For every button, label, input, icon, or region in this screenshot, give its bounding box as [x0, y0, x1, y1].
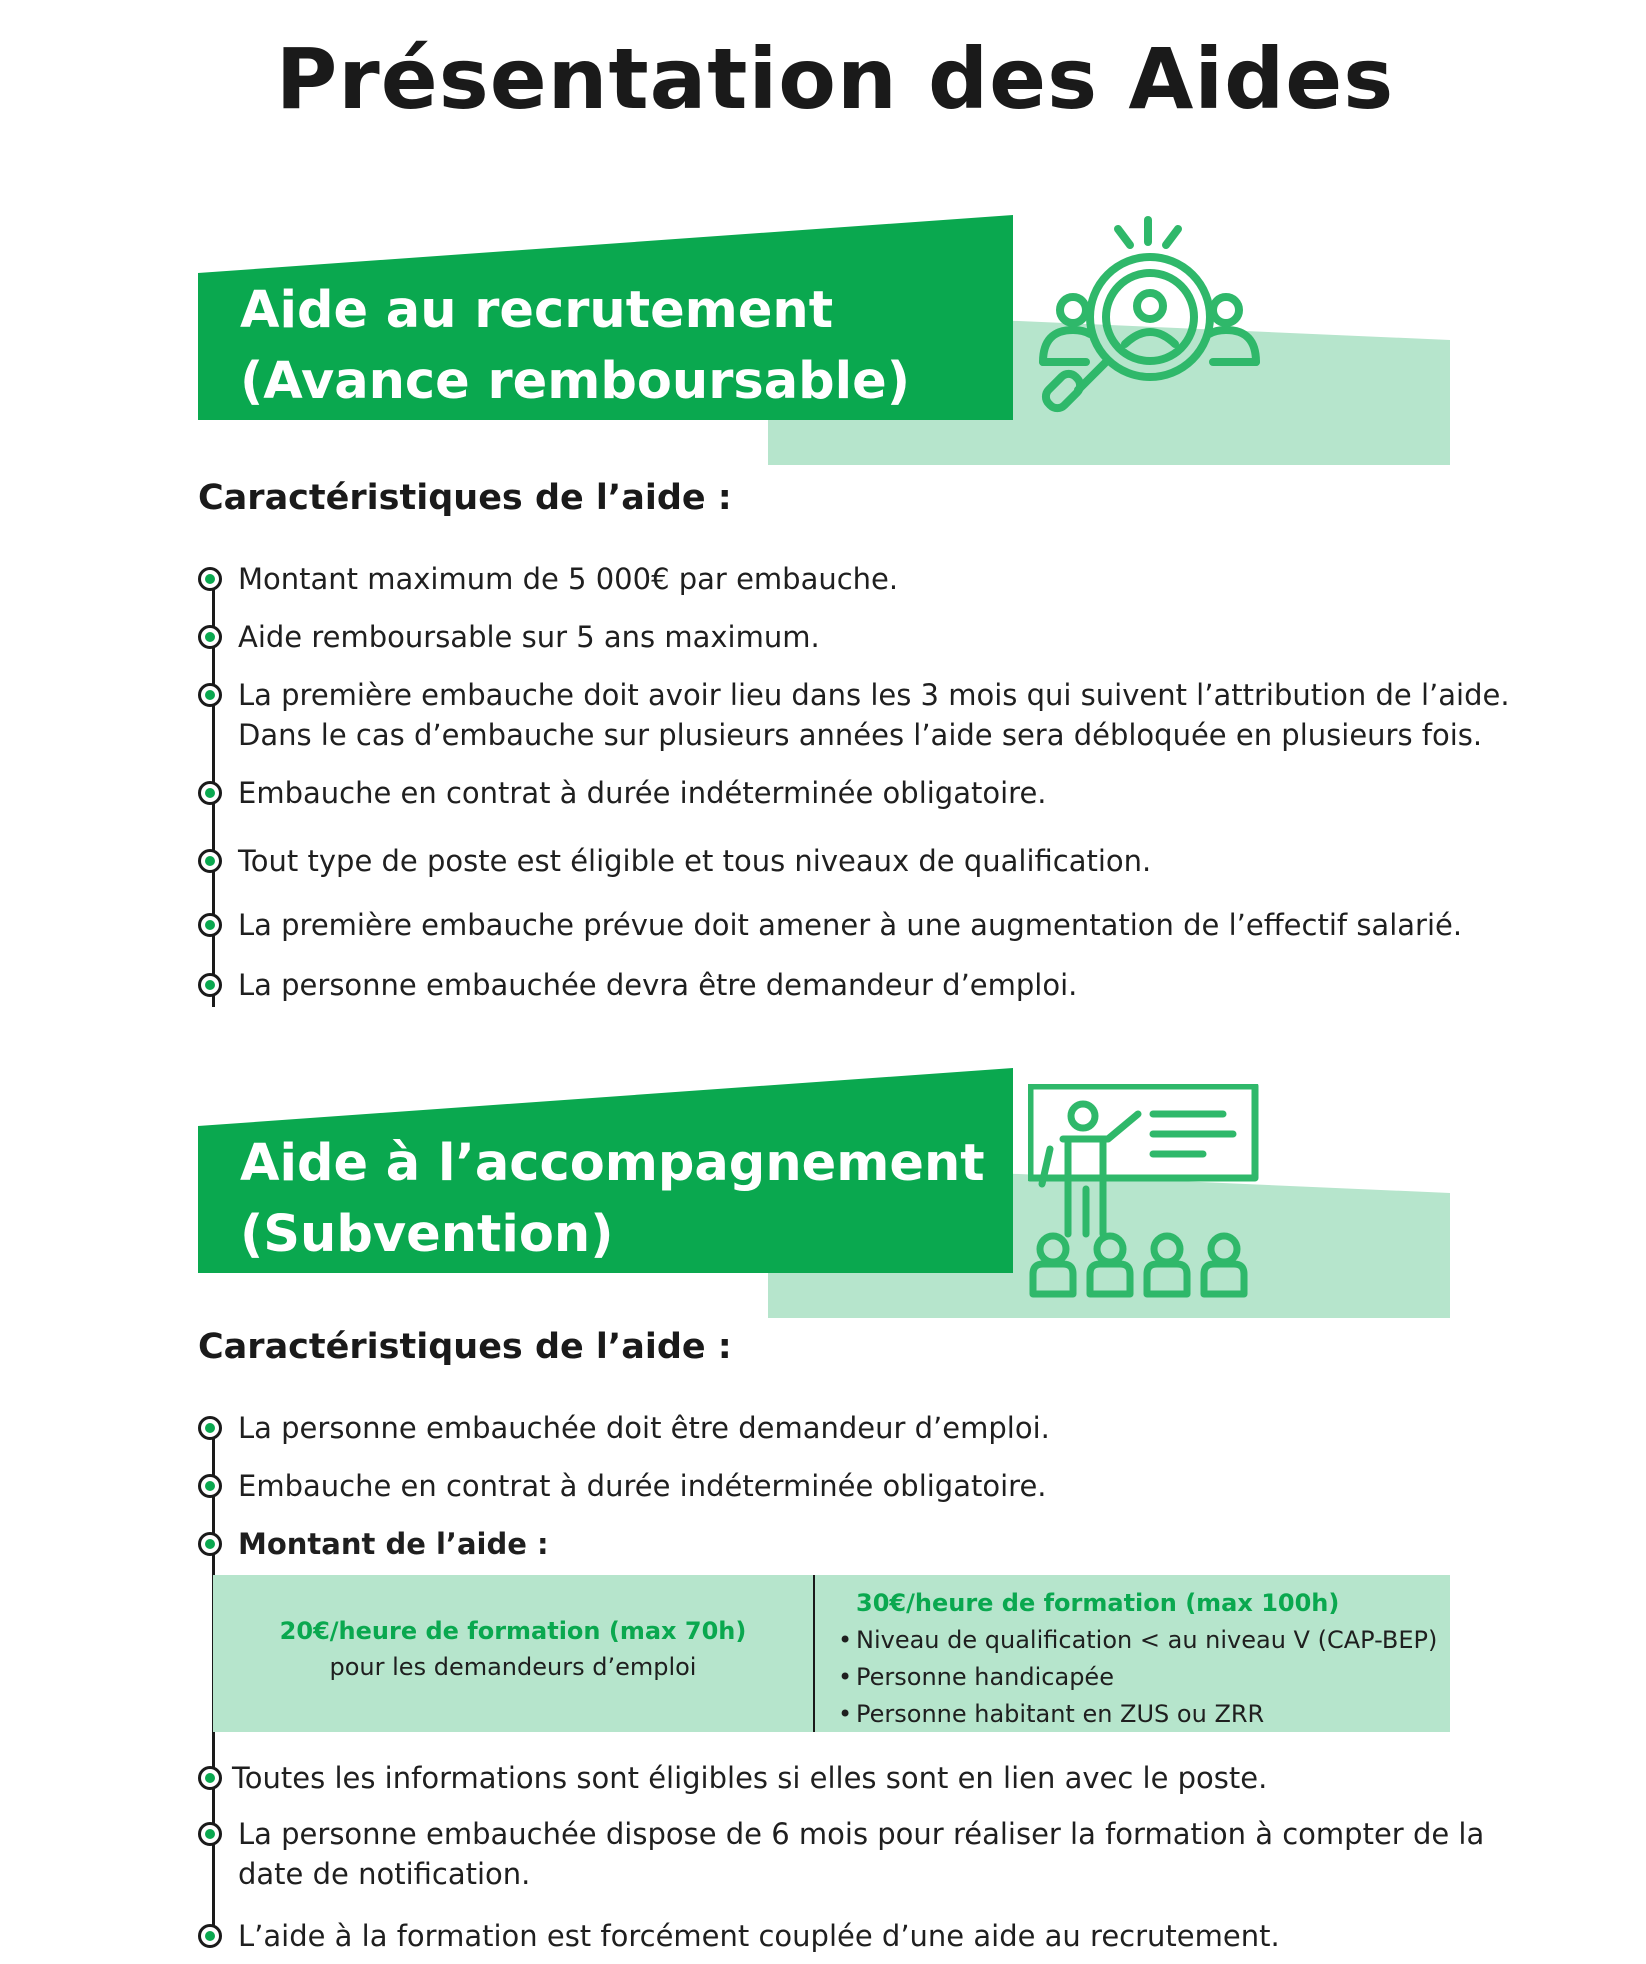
- bullet-text: L’aide à la formation est forcément couplée d’une aide au recrutement.: [238, 1919, 1280, 1953]
- bullet-text: Aide remboursable sur 5 ans maximum.: [238, 620, 820, 654]
- amount-right-highlight: 30€/heure de formation (max 100h): [856, 1589, 1340, 1617]
- amount-criteria-list: [838, 1622, 1437, 1733]
- section2-banner-title-line2: (Subvention): [240, 1205, 614, 1264]
- bullet-text: Montant de l’aide :: [238, 1527, 549, 1561]
- section2-banner: [198, 1068, 1450, 1318]
- list-item: • Niveau de qualification < au niveau V (CAP-BEP): [838, 1622, 1437, 1659]
- bullet-text: Montant maximum de 5 000€ par embauche.: [238, 562, 899, 596]
- amount-left-highlight: 20€/heure de formation (max 70h): [279, 1617, 747, 1645]
- section2-banner-title-line1: Aide à l’accompagnement: [240, 1134, 985, 1193]
- bullet-dot-icon: [198, 913, 222, 937]
- bullet-dot-icon: [198, 1822, 222, 1846]
- bullet-text: Dans le cas d’embauche sur plusieurs années l’aide sera débloquée en plusieurs fois.: [238, 718, 1483, 752]
- list-item: • Personne handicapée: [838, 1659, 1437, 1696]
- section1-banner: [198, 215, 1450, 465]
- section1-banner-title: [240, 275, 910, 417]
- section1-heading: Caractéristiques de l’aide :: [198, 478, 732, 518]
- bullet-dot-icon: [198, 1416, 222, 1440]
- bullet-text: La première embauche prévue doit amener à une augmentation de l’effectif salarié.: [238, 908, 1463, 942]
- amount-divider: [813, 1575, 815, 1732]
- bullet-text: Embauche en contrat à durée indéterminée obligatoire.: [238, 1469, 1047, 1503]
- section1-banner-title-line2: (Avance remboursable): [240, 352, 911, 411]
- section1-banner-title-line1: Aide au recrutement: [240, 281, 834, 340]
- amount-left-cell: [213, 1613, 813, 1685]
- presentation-training-icon: [1028, 1084, 1268, 1314]
- bullet-dot-icon: [198, 1924, 222, 1948]
- magnifier-people-icon: [1028, 212, 1268, 457]
- bullet-dot-icon: [198, 849, 222, 873]
- bullet-text: La personne embauchée devra être demandeur d’emploi.: [238, 968, 1078, 1002]
- bullet-text: Embauche en contrat à durée indéterminée obligatoire.: [238, 776, 1047, 810]
- bullet-dot-icon: [198, 1474, 222, 1498]
- amount-left-text: pour les demandeurs d’emploi: [329, 1653, 697, 1681]
- bullet-dot-icon: [198, 1532, 222, 1556]
- section1-bullet-list: [198, 562, 1510, 1015]
- aid-amount-table: [213, 1575, 1450, 1732]
- bullet-dot-icon: [198, 683, 222, 707]
- bullet-dot-icon: [198, 625, 222, 649]
- bullet-text: Tout type de poste est éligible et tous niveaux de qualification.: [238, 844, 1152, 878]
- bullet-dot-icon: [198, 973, 222, 997]
- bullet-text: Toutes les informations sont éligibles si elles sont en lien avec le poste.: [232, 1761, 1268, 1795]
- bullet-text: La personne embauchée doit être demandeur d’emploi.: [238, 1411, 1050, 1445]
- section2-heading: Caractéristiques de l’aide :: [198, 1327, 732, 1367]
- bullet-dot-icon: [198, 781, 222, 805]
- bullet-dot-icon: [198, 567, 222, 591]
- section2-banner-title: [240, 1128, 985, 1270]
- list-item: • Personne habitant en ZUS ou ZRR: [838, 1696, 1437, 1733]
- amount-right-cell: [838, 1585, 1437, 1733]
- bullet-dot-icon: [198, 1766, 222, 1790]
- bullet-text: La personne embauchée dispose de 6 mois pour réaliser la formation à compter de la: [238, 1817, 1485, 1851]
- bullet-text: La première embauche doit avoir lieu dans les 3 mois qui suivent l’attribution de l’aide.: [238, 678, 1510, 712]
- bullet-text: date de notification.: [238, 1857, 531, 1891]
- page-title: Présentation des Aides: [275, 30, 1395, 128]
